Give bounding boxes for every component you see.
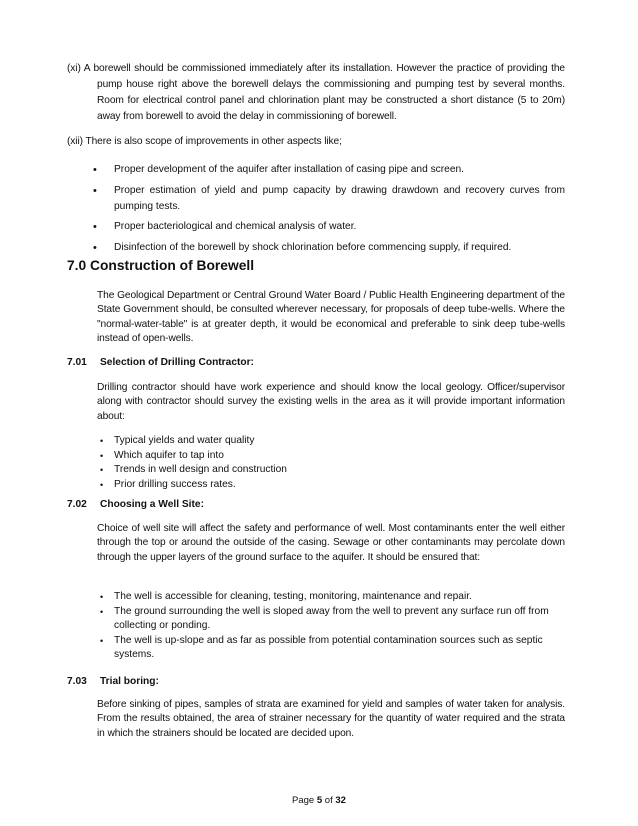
list-item: • Proper estimation of yield and pump capacity by drawing drawdown and recovery curves from pumping tests. xyxy=(93,184,565,212)
bullet-icon: • xyxy=(100,592,104,602)
section-7-body: The Geological Department or Central Ground Water Board / Public Health Engineering department of the State Government should, be consulted wherever necessary, for proposals of deep tube-wells. Where the "normal-water-table" is at greater depth, it would be economical and preferable to sink deep tube-wells instead of open-wells. xyxy=(97,290,565,345)
paragraph-xi: (xi) A borewell should be commissioned immediately after its installation. However the practice of providing the pump house right above the borewell delays the commissioning and pumping test by several months. Room for electrical control panel and chlorination plant may be constructed a short distance (5 to 20m) away from borewell to avoid the delay in commissioning of borewell. xyxy=(67,63,565,122)
bullet-icon: • xyxy=(93,221,97,233)
list-item: • Prior drilling success rates. xyxy=(0,478,638,493)
bullet-icon: • xyxy=(93,241,97,254)
section-703-heading: 7.03 Trial boring: xyxy=(67,676,159,687)
bullet-icon: • xyxy=(100,606,104,617)
list-item: • Proper bacteriological and chemical analysis of water. xyxy=(93,221,357,233)
section-702-heading: 7.02 Choosing a Well Site: xyxy=(67,499,204,510)
section-7-heading: 7.0 Construction of Borewell xyxy=(67,258,255,273)
page-number: 5 xyxy=(316,795,323,806)
section-703-body: Before sinking of pipes, samples of strata are examined for yield and samples of water taken for analysis. From the results obtained, the area of strainer necessary for the quantity of water required and the strata in which the strainers should be located are decided upon. xyxy=(97,699,565,739)
list-item: • The well is accessible for cleaning, testing, monitoring, maintenance and repair. xyxy=(0,590,638,605)
bullet-icon: • xyxy=(100,635,104,646)
bullet-icon: • xyxy=(100,465,104,476)
bullet-icon: • xyxy=(100,450,104,461)
section-702-bullet-list xyxy=(0,590,638,663)
page-footer: Page 5 of 32 xyxy=(292,795,346,806)
list-item: • Which aquifer to tap into xyxy=(0,449,638,464)
list-item: • The well is up-slope and as far as possible from potential contamination sources such as septic systems. xyxy=(100,634,543,661)
list-item: • The ground surrounding the well is sloped away from the well to prevent any surface run off from collecting or ponding. xyxy=(100,605,549,632)
list-item: • Proper development of the aquifer after installation of casing pipe and screen. xyxy=(93,164,464,176)
bullet-icon: • xyxy=(93,164,97,176)
section-701-body: Drilling contractor should have work experience and should know the local geology. Officer/supervisor along with contractor should survey the existing wells in the area as it will provide important information about: xyxy=(97,382,565,422)
paragraph-xii: (xii) There is also scope of improvements in other aspects like; xyxy=(67,136,342,147)
list-item: • Disinfection of the borewell by shock chlorination before commencing supply, if required. xyxy=(93,241,512,254)
xii-bullet-list xyxy=(0,162,638,260)
section-701-bullet-list xyxy=(0,434,638,492)
bullet-icon: • xyxy=(93,184,97,197)
section-702-body: Choice of well site will affect the safety and performance of well. Most contaminants enter the well either through the top or around the outside of the casing. Sewage or other contaminants may percolate down through the upper layers of the ground surface to the aquifer. It should be ensured that: xyxy=(97,523,565,563)
total-pages: 32 xyxy=(335,795,346,806)
bullet-icon: • xyxy=(100,436,104,446)
list-item: • Typical yields and water quality xyxy=(0,434,638,449)
list-item: • Trends in well design and construction xyxy=(0,463,638,478)
section-701-heading: 7.01 Selection of Drilling Contractor: xyxy=(67,357,254,368)
bullet-icon: • xyxy=(100,479,104,490)
